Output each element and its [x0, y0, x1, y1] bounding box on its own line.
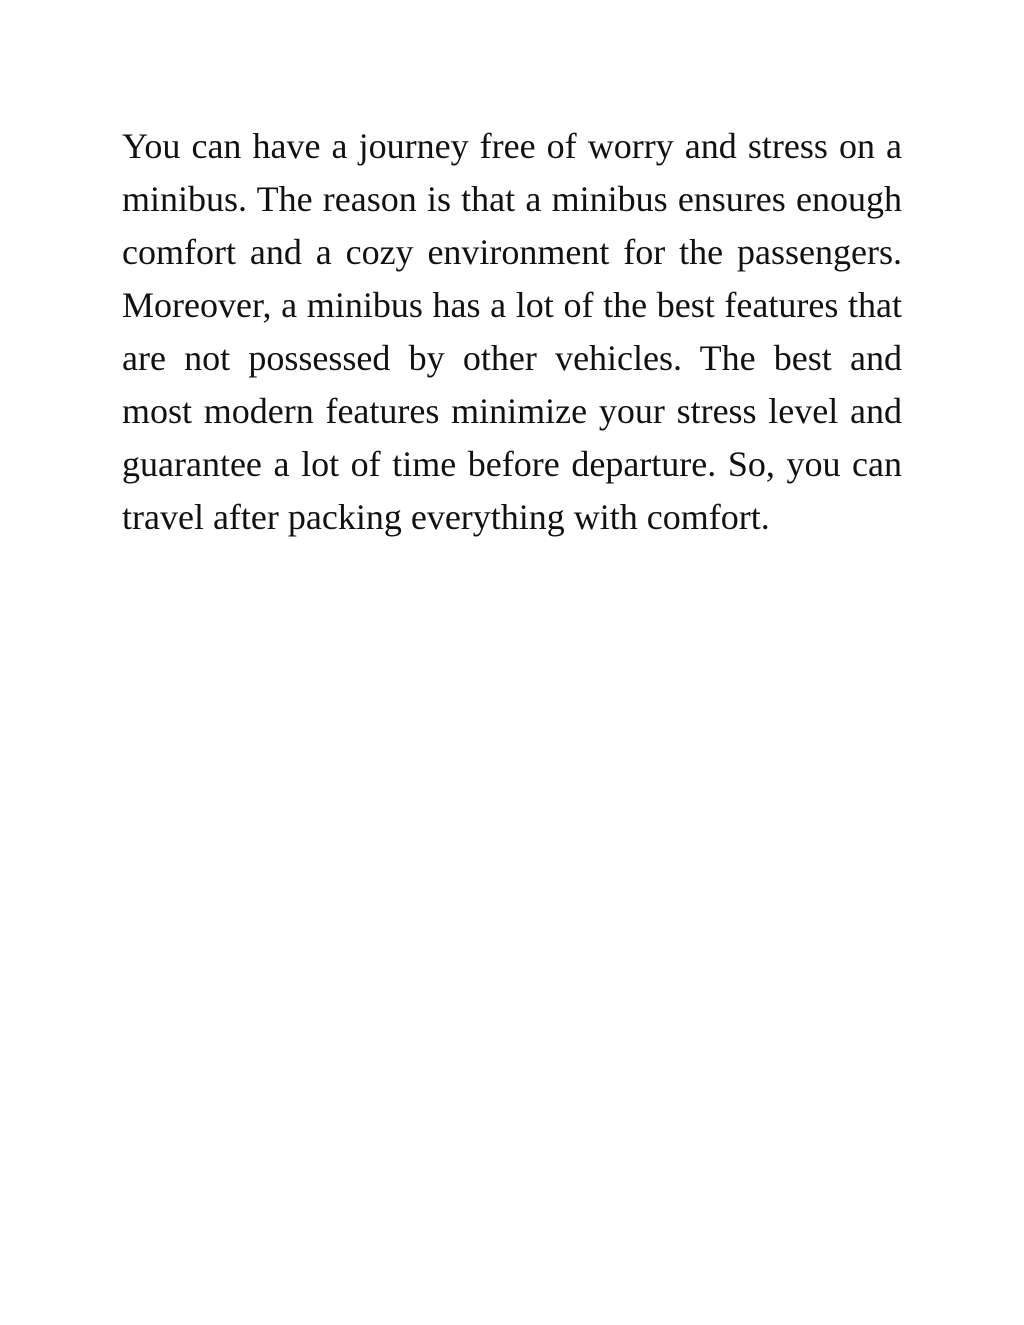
- body-paragraph: You can have a journey free of worry and stress on a minibus. The reason is that a minibus ensures enough comfort and a cozy environment for the passengers. Moreover, a minibus has a lot of the best features that are not possessed by other vehicles. The best and most modern features minimize your stress level and guarantee a lot of time before departure. So, you can travel after packing everything with comfort.: [122, 126, 902, 537]
